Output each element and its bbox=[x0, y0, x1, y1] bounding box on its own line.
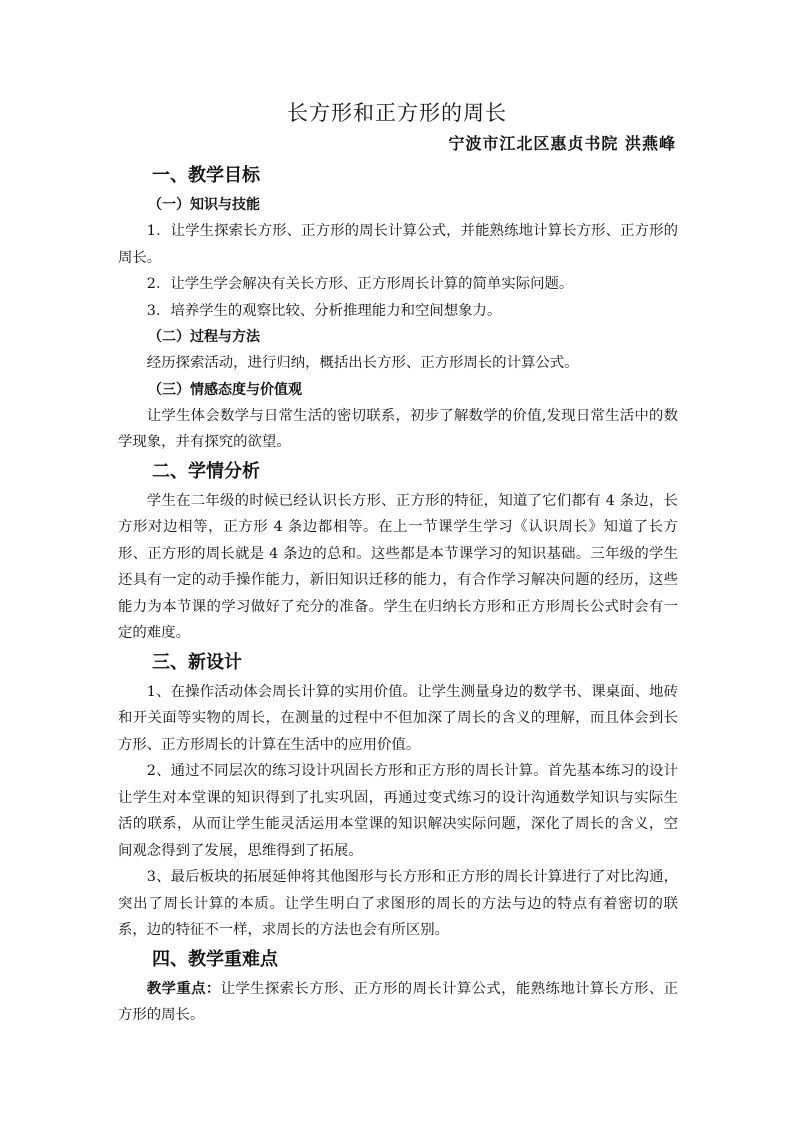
section-heading-new-design: 三、新设计 bbox=[152, 651, 242, 673]
paragraph: 3、最后板块的拓展延伸将其他图形与长方形和正方形的周长计算进行了对比沟通，突出了周长计算的本质。让学生明白了求图形的周长的方法与边的特点有着密切的联系，边的特征不一样，求周长的方法也会有所区别。 bbox=[118, 869, 678, 938]
paragraph: 2、通过不同层次的练习设计巩固长方形和正方形的周长计算。首先基本练习的设计让学生对本堂课的知识得到了扎实巩固，再通过变式练习的设计沟通数学知识与实际生活的联系，从而让学生能灵活运用本堂课的知识解决实际问题，深化了周长的含义，空间观念得到了发展，思维得到了拓展。 bbox=[118, 763, 678, 859]
section-heading-student-analysis: 二、学情分析 bbox=[152, 460, 260, 482]
document-body bbox=[118, 160, 678, 1029]
paragraph: 经历探索活动，进行归纳，概括出长方形、正方形周长的计算公式。 bbox=[146, 355, 579, 371]
section-heading-objectives: 一、教学目标 bbox=[152, 165, 260, 186]
paragraph-key-point bbox=[118, 976, 678, 1029]
paragraph: 学生在二年级的时候已经认识长方形、正方形的特征，知道了它们都有 4 条边，长方形对边相等，正方形 4 条边都相等。在上一节课学生学习《认识周长》知道了长方形、正方形的周长就是 4 条边的总和。这些都是本节课学习的知识基础。三年级的学生还具有一定的动手操作能力，新旧知识迁移的能力，有合作学习解决问题的经历，这些能力为本节课的学习做好了充分的准备。学生在归纳长方形和正方形周长公式时会有一定的难度。 bbox=[118, 492, 678, 641]
subheading-process-methods: （二）过程与方法 bbox=[148, 329, 260, 345]
subheading-attitude-values: （三）情感态度与价值观 bbox=[148, 381, 302, 398]
paragraph: 1、在操作活动体会周长计算的实用价值。让学生测量身边的数学书、课桌面、地砖和开关面等实物的周长，在测量的过程中不但加深了周长的含义的理解，而且体会到长方形、正方形周长的计算在生活中的应用价值。 bbox=[118, 683, 678, 753]
paragraph: 让学生体会数学与日常生活的密切联系，初步了解数学的价值,发现日常生活中的数学现象，并有探究的欲望。 bbox=[118, 407, 678, 450]
document-author: 宁波市江北区惠贞书院 洪燕峰 bbox=[448, 134, 676, 153]
section-heading-key-points: 四、教学重难点 bbox=[152, 948, 278, 970]
paragraph: 2．让学生学会解决有关长方形、正方形周长计算的简单实际问题。 bbox=[146, 276, 574, 292]
key-point-label: 教学重点： bbox=[146, 979, 221, 997]
subheading-knowledge-skills: （一）知识与技能 bbox=[148, 197, 260, 213]
paragraph: 1．让学生探索长方形、正方形的周长计算公式，并能熟练地计算长方形、正方形的周长。 bbox=[118, 223, 678, 266]
key-point-text: 让学生探索长方形、正方形的周长计算公式，能熟练地计算长方形、正方形的周长。 bbox=[118, 980, 678, 1023]
document-title: 长方形和正方形的周长 bbox=[287, 101, 507, 125]
paragraph: 3．培养学生的观察比较、分析推理能力和空间想象力。 bbox=[146, 302, 502, 319]
